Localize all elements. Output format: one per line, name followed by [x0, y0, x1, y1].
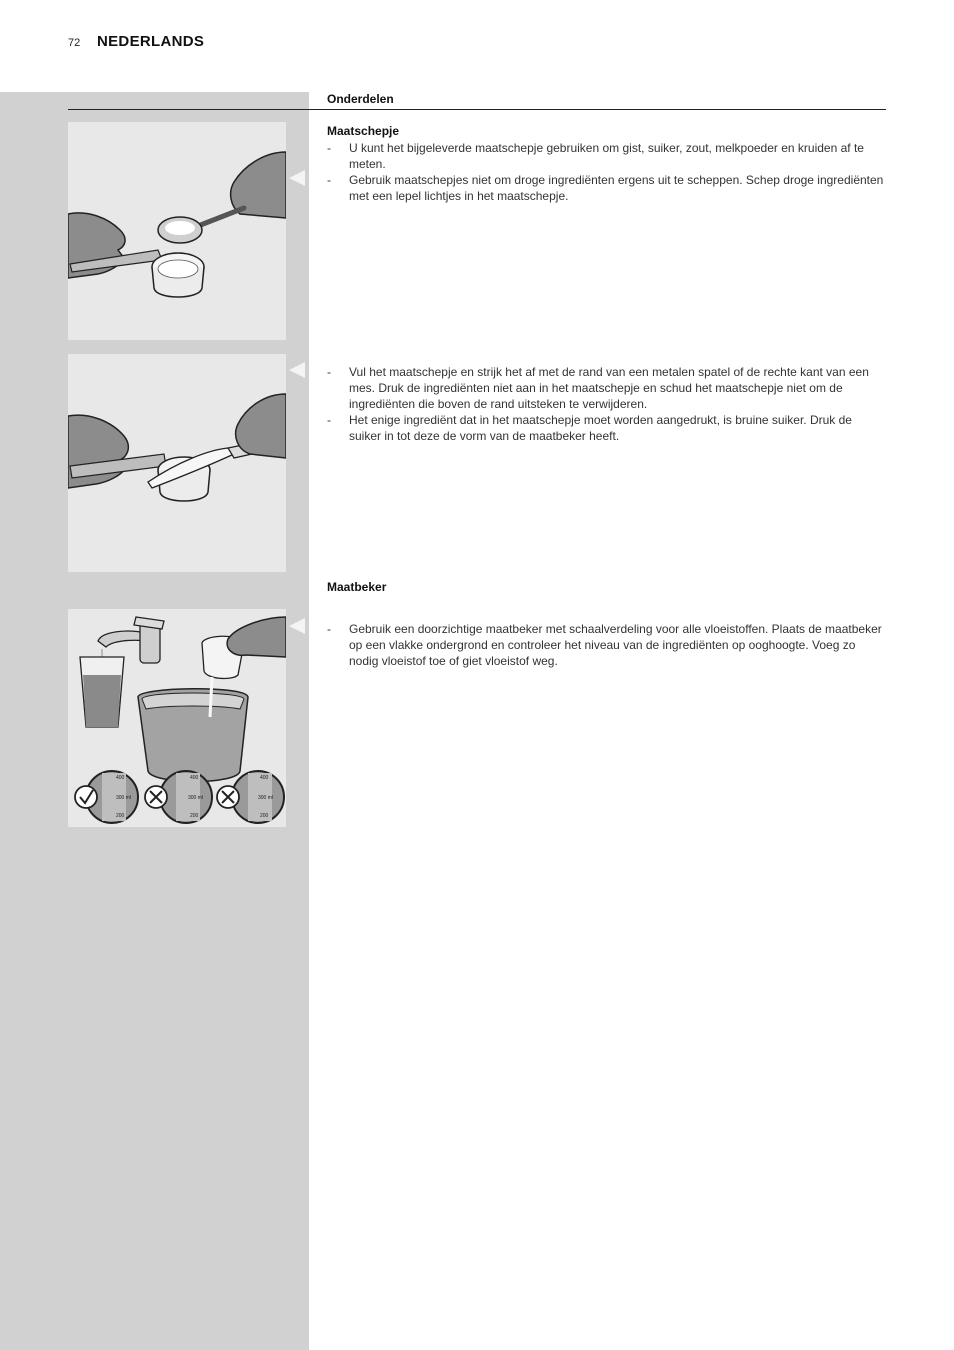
list-item: - Gebruik een doorzichtige maatbeker met schaalverdeling voor alle vloeistoffen. Plaats de maatbeker op een vlakke ondergrond en controleer het niveau van de ingrediënten op ooghoogte. Voeg zo nodig vloeistof toe of giet vloeistof weg. [327, 622, 882, 668]
dial-2-top: 400 [190, 775, 199, 781]
figure-measuring-cup [68, 609, 286, 827]
measuring-cup-list [327, 621, 887, 669]
knife-level-illustration [68, 354, 286, 572]
page-number: 72 [68, 37, 81, 49]
section-title: Onderdelen [327, 92, 394, 106]
measuring-spoon-list [327, 140, 887, 204]
dial-1-bottom: 200 [116, 813, 125, 819]
figure-marker-3 [289, 618, 305, 634]
figure-marker-2 [289, 362, 305, 378]
figure-spoon-scoop [68, 122, 286, 340]
dial-3-mid: 300 ml [258, 795, 274, 801]
language-title: NEDERLANDS [97, 33, 205, 50]
dial-1-mid: 300 ml [116, 795, 132, 801]
heading-measuring-spoon: Maatschepje [327, 124, 400, 138]
measuring-cup-illustration [68, 609, 286, 827]
leveling-list [327, 364, 887, 444]
dial-2-mid: 300 ml [188, 795, 204, 801]
spoon-scoop-illustration [68, 122, 286, 340]
dial-3-bottom: 200 [260, 813, 269, 819]
figure-knife-level [68, 354, 286, 572]
section-rule [68, 109, 886, 110]
list-item: - U kunt het bijgeleverde maatschepje gebruiken om gist, suiker, zout, melkpoeder en kruiden af te meten. [327, 141, 864, 171]
list-item: - Gebruik maatschepjes niet om droge ingrediënten ergens uit te scheppen. Schep droge ingrediënten met een lepel lichtjes in het maatschepje. [327, 173, 884, 203]
figure-marker-1 [289, 170, 305, 186]
dial-2-bottom: 200 [190, 813, 199, 819]
dial-3-top: 400 [260, 775, 269, 781]
dial-1-top: 400 [116, 775, 125, 781]
list-item: - Vul het maatschepje en strijk het af met de rand van een metalen spatel of de rechte kant van een mes. Druk de ingrediënten niet aan in het maatschepje en schud het maatschepje niet om de ingrediënten die boven de rand uitsteken te verwijderen. [327, 365, 869, 411]
heading-measuring-cup: Maatbeker [327, 580, 387, 594]
list-item: - Het enige ingrediënt dat in het maatschepje moet worden aangedrukt, is bruine suiker. Druk de suiker in tot deze de vorm van de maatbeker heeft. [327, 413, 852, 443]
